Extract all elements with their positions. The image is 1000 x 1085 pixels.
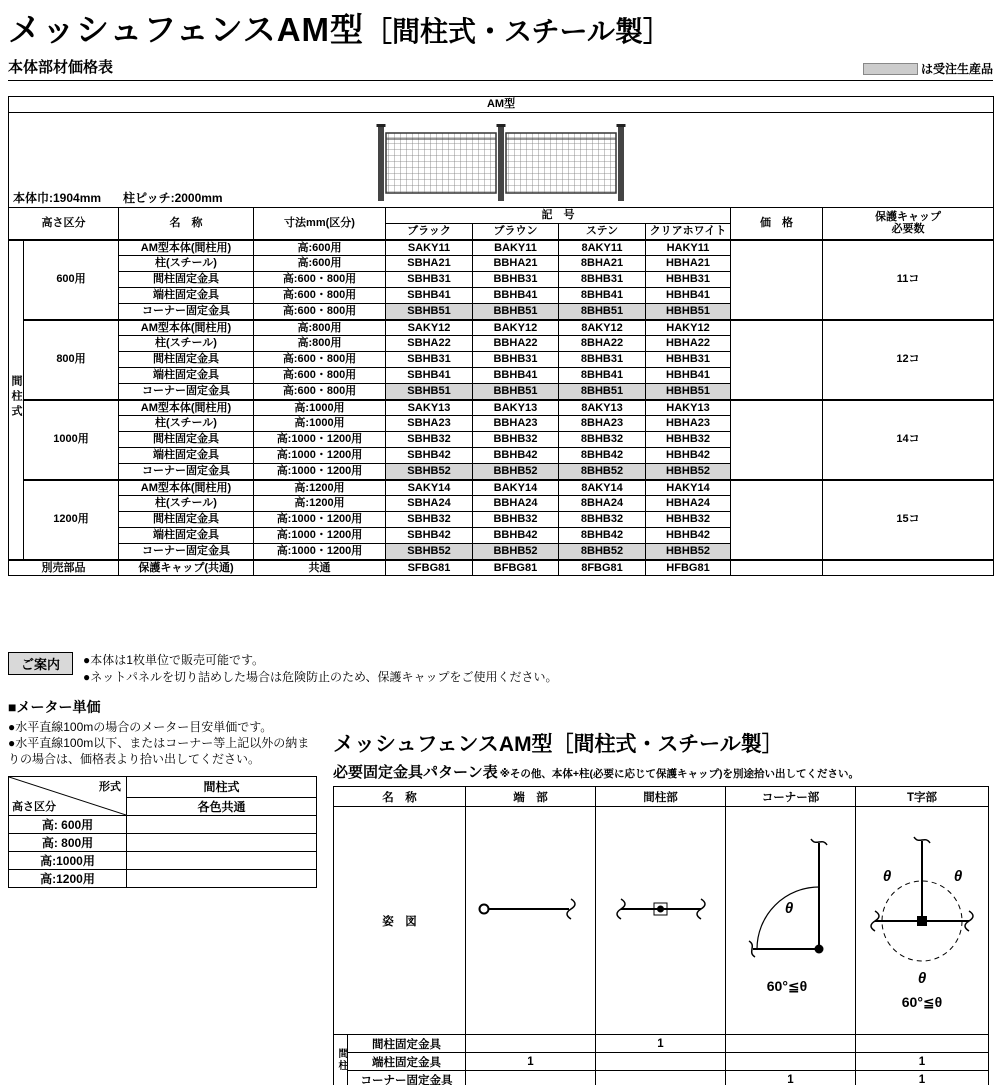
fence-width-note: 本体巾:1904mm xyxy=(13,190,102,205)
product-code-cell: BBHB52 xyxy=(473,544,559,560)
product-code-cell: HAKY12 xyxy=(646,320,731,336)
part-name-cell: 端柱固定金具 xyxy=(119,368,254,384)
height-group-cell: 800用 xyxy=(24,320,119,400)
product-code-cell: 8BHB32 xyxy=(559,432,646,448)
product-code-cell: HAKY14 xyxy=(646,480,731,496)
product-code-cell: SBHB51 xyxy=(386,304,473,320)
cap-count-cell xyxy=(823,560,994,576)
height-group-cell: 600用 xyxy=(24,240,119,320)
product-code-cell: HAKY13 xyxy=(646,400,731,416)
fitting-quantity-cell xyxy=(466,1035,596,1053)
pattern-stud-header: 間柱部 xyxy=(596,787,726,807)
meter-section-title: ■メーター単価 xyxy=(8,699,101,715)
height-group-cell: 1200用 xyxy=(24,480,119,560)
meter-price-cell xyxy=(127,851,317,869)
product-code-cell: HBHB31 xyxy=(646,352,731,368)
product-code-cell: SAKY11 xyxy=(386,240,473,256)
product-code-cell: 8AKY14 xyxy=(559,480,646,496)
product-code-cell: BFBG81 xyxy=(473,560,559,576)
part-name-cell: 柱(スチール) xyxy=(119,416,254,432)
part-name-cell: コーナー固定金具 xyxy=(119,384,254,400)
page-title-suffix: ［間柱式・スチール製］ xyxy=(364,16,671,47)
stud-part-diagram xyxy=(597,809,725,1029)
meter-height-cell: 高: 800用 xyxy=(9,833,127,851)
product-code-cell: 8BHA21 xyxy=(559,256,646,272)
part-name-cell: 保護キャップ(共通) xyxy=(119,560,254,576)
cap-header-line2: 必要数 xyxy=(891,223,925,236)
dimension-cell: 高:1000用 xyxy=(254,400,386,416)
column-header-row-1 xyxy=(9,208,994,224)
meter-note-1: ●水平直線100mの場合のメーター目安単価です。 xyxy=(8,720,273,734)
fitting-quantity-cell: 1 xyxy=(856,1053,989,1071)
part-name-cell: 柱(スチール) xyxy=(119,496,254,512)
corner-figure-cell xyxy=(726,807,856,1035)
price-cell xyxy=(731,560,823,576)
product-code-cell: SBHA24 xyxy=(386,496,473,512)
dimension-cell: 高:1200用 xyxy=(254,480,386,496)
part-name-cell: コーナー固定金具 xyxy=(119,304,254,320)
color-header-clearwhite: クリアホワイト xyxy=(646,224,731,240)
pattern-table-heading: 必要固定金具パターン表 xyxy=(333,764,498,781)
fitting-pattern-table xyxy=(333,786,989,1085)
product-code-cell: HBHB52 xyxy=(646,464,731,480)
pattern-table-row xyxy=(334,1035,989,1053)
dimension-cell: 高:600・800用 xyxy=(254,304,386,320)
illustration-cell xyxy=(9,113,994,208)
figure-label-cell: 姿 図 xyxy=(334,807,466,1035)
product-code-cell: BBHB31 xyxy=(473,272,559,288)
dimension-cell: 高:1000・1200用 xyxy=(254,528,386,544)
product-code-cell: HBHB32 xyxy=(646,432,731,448)
fitting-quantity-cell: 1 xyxy=(726,1071,856,1085)
product-code-cell: 8AKY11 xyxy=(559,240,646,256)
product-code-cell: BBHA22 xyxy=(473,336,559,352)
guidance-items xyxy=(83,652,558,687)
product-code-cell: BBHB32 xyxy=(473,432,559,448)
product-code-cell: SFBG81 xyxy=(386,560,473,576)
product-code-cell: SBHB41 xyxy=(386,368,473,384)
product-code-cell: BAKY14 xyxy=(473,480,559,496)
meter-corner-bottom-label: 高さ区分 xyxy=(12,800,56,813)
dimension-cell: 高:1200用 xyxy=(254,496,386,512)
product-code-cell: 8BHA24 xyxy=(559,496,646,512)
pattern-table-row xyxy=(334,1053,989,1071)
cap-count-cell: 15コ xyxy=(823,480,994,560)
part-name-cell: AM型本体(間柱用) xyxy=(119,400,254,416)
product-code-cell: HAKY11 xyxy=(646,240,731,256)
dimension-cell: 高:800用 xyxy=(254,336,386,352)
product-code-cell: SAKY12 xyxy=(386,320,473,336)
section-header-row xyxy=(8,56,993,81)
cap-count-cell: 14コ xyxy=(823,400,994,480)
product-code-cell: SBHB31 xyxy=(386,352,473,368)
product-code-cell: SBHB42 xyxy=(386,528,473,544)
fitting-quantity-cell xyxy=(726,1035,856,1053)
pattern-side-label-cell xyxy=(334,1035,348,1085)
price-column-header: 価 格 xyxy=(731,208,823,240)
product-code-cell: SBHB32 xyxy=(386,512,473,528)
guidance-section xyxy=(8,652,558,687)
tee-theta-bottom: θ xyxy=(917,970,927,987)
dimension-column-header: 寸法mm(区分) xyxy=(254,208,386,240)
meter-price-section xyxy=(8,697,330,888)
product-code-cell: BBHA24 xyxy=(473,496,559,512)
tee-angle-note: 60°≦θ xyxy=(901,994,943,1010)
product-code-cell: 8BHB32 xyxy=(559,512,646,528)
meter-table-row xyxy=(9,869,317,887)
stud-figure-cell xyxy=(596,807,726,1035)
product-code-cell: BBHB41 xyxy=(473,368,559,384)
product-code-cell: BBHB51 xyxy=(473,304,559,320)
color-header-brown: ブラウン xyxy=(473,224,559,240)
product-code-cell: 8BHB41 xyxy=(559,288,646,304)
height-group-cell: 1000用 xyxy=(24,400,119,480)
price-table-row xyxy=(9,480,994,496)
fitting-quantity-cell xyxy=(466,1071,596,1085)
dimension-cell: 高:600・800用 xyxy=(254,352,386,368)
cap-column-header xyxy=(823,208,994,240)
corner-angle-note: 60°≦θ xyxy=(766,978,807,994)
pattern-name-header: 名 称 xyxy=(334,787,466,807)
price-table-body xyxy=(9,240,994,576)
product-code-cell: BBHB52 xyxy=(473,464,559,480)
guidance-item-2: ●ネットパネルを切り詰めした場合は危険防止のため、保護キャップをご使用ください。 xyxy=(83,670,558,685)
part-name-cell: AM型本体(間柱用) xyxy=(119,240,254,256)
fitting-quantity-cell xyxy=(726,1053,856,1071)
page-title-row xyxy=(8,4,671,51)
tee-theta-left: θ xyxy=(882,868,892,885)
part-name-cell: 柱(スチール) xyxy=(119,336,254,352)
gray-legend-swatch xyxy=(863,63,918,75)
post-pitch-note: 柱ピッチ:2000mm xyxy=(123,190,223,205)
fitting-quantity-cell: 1 xyxy=(856,1071,989,1085)
side-label-cell xyxy=(9,240,24,560)
dimension-cell: 高:1000・1200用 xyxy=(254,512,386,528)
made-to-order-label: は受注生産品 xyxy=(920,62,993,76)
pattern-side-label-text: 間柱 xyxy=(336,1048,347,1072)
dimension-cell: 高:1000・1200用 xyxy=(254,544,386,560)
price-table-row xyxy=(9,400,994,416)
meter-corner-top-label: 形式 xyxy=(99,780,121,793)
product-code-cell: BBHB41 xyxy=(473,288,559,304)
part-name-cell: AM型本体(間柱用) xyxy=(119,480,254,496)
product-code-cell: 8BHB52 xyxy=(559,464,646,480)
product-code-cell: HBHB51 xyxy=(646,384,731,400)
meter-color-header: 各色共通 xyxy=(127,797,317,815)
tee-figure-cell xyxy=(856,807,989,1035)
meter-note-2: ●水平直線100m以下、またはコーナー等上記以外の納まりの場合は、価格表より拾い出してください。 xyxy=(8,736,310,767)
product-code-cell: HBHB51 xyxy=(646,304,731,320)
product-code-cell: BAKY11 xyxy=(473,240,559,256)
dimension-cell: 高:800用 xyxy=(254,320,386,336)
product-code-cell: SBHB31 xyxy=(386,272,473,288)
part-name-cell: 端柱固定金具 xyxy=(119,288,254,304)
product-code-cell: BAKY12 xyxy=(473,320,559,336)
part-name-cell: コーナー固定金具 xyxy=(119,464,254,480)
pattern-corner-header: コーナー部 xyxy=(726,787,856,807)
product-code-cell: HBHA21 xyxy=(646,256,731,272)
pattern-end-header: 端 部 xyxy=(466,787,596,807)
product-code-cell: SBHB52 xyxy=(386,544,473,560)
guidance-label: ご案内 xyxy=(8,652,73,675)
fence-illustration xyxy=(370,113,632,207)
color-header-black: ブラック xyxy=(386,224,473,240)
product-code-cell: 8BHB52 xyxy=(559,544,646,560)
fitting-pattern-section xyxy=(333,728,993,1085)
fitting-name-cell: 端柱固定金具 xyxy=(348,1053,466,1071)
cap-header-line1: 保護キャップ xyxy=(875,211,942,224)
meter-table-row xyxy=(9,833,317,851)
pattern-tee-header: T字部 xyxy=(856,787,989,807)
product-code-cell: SBHA21 xyxy=(386,256,473,272)
fitting-quantity-cell: 1 xyxy=(596,1035,726,1053)
part-name-cell: 間柱固定金具 xyxy=(119,432,254,448)
end-part-diagram xyxy=(467,809,595,1029)
product-code-cell: HBHA24 xyxy=(646,496,731,512)
pattern-table-note: ※その他、本体+柱(必要に応じて保護キャップ)を別途拾い出してください。 xyxy=(499,768,860,780)
cap-count-cell: 11コ xyxy=(823,240,994,320)
meter-height-cell: 高:1200用 xyxy=(9,869,127,887)
product-code-cell: HBHB41 xyxy=(646,288,731,304)
product-code-cell: 8AKY13 xyxy=(559,400,646,416)
product-code-cell: 8BHB51 xyxy=(559,304,646,320)
made-to-order-legend xyxy=(863,60,993,77)
dimension-cell: 高:600・800用 xyxy=(254,272,386,288)
product-code-cell: HBHB41 xyxy=(646,368,731,384)
dimension-cell: 高:600用 xyxy=(254,240,386,256)
product-code-cell: 8BHA23 xyxy=(559,416,646,432)
corner-theta-label: θ xyxy=(784,900,793,917)
product-code-cell: HBHA23 xyxy=(646,416,731,432)
fitting-quantity-cell xyxy=(596,1071,726,1085)
product-code-cell: 8BHB51 xyxy=(559,384,646,400)
dimension-cell: 高:600・800用 xyxy=(254,384,386,400)
price-cell xyxy=(731,400,823,480)
name-column-header: 名 称 xyxy=(119,208,254,240)
product-code-cell: 8BHB42 xyxy=(559,448,646,464)
tee-theta-right: θ xyxy=(953,868,963,885)
product-code-cell: HBHB52 xyxy=(646,544,731,560)
part-name-cell: 端柱固定金具 xyxy=(119,448,254,464)
price-cell xyxy=(731,240,823,320)
product-code-cell: SAKY13 xyxy=(386,400,473,416)
product-code-cell: HBHA22 xyxy=(646,336,731,352)
price-cell xyxy=(731,480,823,560)
part-name-cell: 端柱固定金具 xyxy=(119,528,254,544)
meter-type-header: 間柱式 xyxy=(127,776,317,797)
product-code-cell: 8BHB31 xyxy=(559,352,646,368)
meter-height-cell: 高: 600用 xyxy=(9,815,127,833)
meter-corner-cell xyxy=(9,776,127,815)
cap-count-cell: 12コ xyxy=(823,320,994,400)
product-code-cell: SBHB41 xyxy=(386,288,473,304)
product-code-cell: SAKY14 xyxy=(386,480,473,496)
extra-category-cell: 別売部品 xyxy=(9,560,119,576)
meter-table-body xyxy=(9,815,317,887)
part-name-cell: コーナー固定金具 xyxy=(119,544,254,560)
product-code-cell: 8FBG81 xyxy=(559,560,646,576)
product-code-cell: SBHB52 xyxy=(386,464,473,480)
meter-header-row-1 xyxy=(9,776,317,797)
height-column-header: 高さ区分 xyxy=(9,208,119,240)
meter-table-row xyxy=(9,815,317,833)
product-code-cell: BBHB32 xyxy=(473,512,559,528)
pattern-section-title: メッシュフェンスAM型［間柱式・スチール製］ xyxy=(333,733,783,756)
product-code-cell: HBHB32 xyxy=(646,512,731,528)
dimension-cell: 高:600・800用 xyxy=(254,288,386,304)
product-code-cell: BBHB31 xyxy=(473,352,559,368)
product-code-cell: SBHA23 xyxy=(386,416,473,432)
part-name-cell: 間柱固定金具 xyxy=(119,352,254,368)
product-code-cell: SBHB32 xyxy=(386,432,473,448)
price-table-row xyxy=(9,320,994,336)
end-figure-cell xyxy=(466,807,596,1035)
fitting-quantity-cell xyxy=(856,1035,989,1053)
illustration-row xyxy=(9,113,994,208)
product-code-cell: 8BHB31 xyxy=(559,272,646,288)
meter-section-notes xyxy=(8,719,320,768)
part-name-cell: AM型本体(間柱用) xyxy=(119,320,254,336)
pattern-table-body xyxy=(334,1035,989,1085)
dimension-cell: 高:1000用 xyxy=(254,416,386,432)
product-code-cell: BAKY13 xyxy=(473,400,559,416)
meter-table-row xyxy=(9,851,317,869)
product-code-cell: BBHB42 xyxy=(473,448,559,464)
product-code-cell: BBHB51 xyxy=(473,384,559,400)
meter-price-cell xyxy=(127,833,317,851)
price-table-row xyxy=(9,240,994,256)
product-code-cell: 8BHA22 xyxy=(559,336,646,352)
pattern-table-row xyxy=(334,1071,989,1085)
part-name-cell: 柱(スチール) xyxy=(119,256,254,272)
dimension-cell: 高:600・800用 xyxy=(254,368,386,384)
product-code-cell: SBHB42 xyxy=(386,448,473,464)
part-name-cell: 間柱固定金具 xyxy=(119,272,254,288)
dimension-cell: 共通 xyxy=(254,560,386,576)
model-header-row xyxy=(9,97,994,113)
product-code-cell: HBHB31 xyxy=(646,272,731,288)
pattern-subtitle-row xyxy=(333,761,993,782)
page-title: メッシュフェンスAM型 xyxy=(8,11,365,48)
side-label-text: 間柱式 xyxy=(10,375,23,421)
product-code-cell: BBHB42 xyxy=(473,528,559,544)
pattern-header-row xyxy=(334,787,989,807)
product-code-cell: BBHA21 xyxy=(473,256,559,272)
product-code-cell: SBHA22 xyxy=(386,336,473,352)
product-code-cell: SBHB51 xyxy=(386,384,473,400)
product-code-cell: HBHB42 xyxy=(646,528,731,544)
tee-part-diagram xyxy=(857,809,987,1029)
meter-price-table xyxy=(8,776,317,888)
product-code-cell: HFBG81 xyxy=(646,560,731,576)
part-name-cell: 間柱固定金具 xyxy=(119,512,254,528)
color-header-stainless: ステン xyxy=(559,224,646,240)
fitting-quantity-cell: 1 xyxy=(466,1053,596,1071)
guidance-item-1: ●本体は1枚単位で販売可能です。 xyxy=(83,653,264,667)
figure-row xyxy=(334,807,989,1035)
model-header-cell: AM型 xyxy=(9,97,994,113)
dimension-cell: 高:600用 xyxy=(254,256,386,272)
fitting-name-cell: コーナー固定金具 xyxy=(348,1071,466,1085)
extra-parts-row xyxy=(9,560,994,576)
fitting-quantity-cell xyxy=(596,1053,726,1071)
product-code-cell: 8BHB42 xyxy=(559,528,646,544)
meter-price-cell xyxy=(127,869,317,887)
fitting-name-cell: 間柱固定金具 xyxy=(348,1035,466,1053)
price-cell xyxy=(731,320,823,400)
price-table-heading: 本体部材価格表 xyxy=(8,59,114,76)
symbol-group-header: 記 号 xyxy=(386,208,731,224)
price-table xyxy=(8,96,994,576)
meter-height-cell: 高:1000用 xyxy=(9,851,127,869)
product-code-cell: 8AKY12 xyxy=(559,320,646,336)
product-code-cell: HBHB42 xyxy=(646,448,731,464)
product-code-cell: 8BHB41 xyxy=(559,368,646,384)
meter-price-cell xyxy=(127,815,317,833)
fence-dimensions-note xyxy=(13,192,245,205)
product-code-cell: BBHA23 xyxy=(473,416,559,432)
dimension-cell: 高:1000・1200用 xyxy=(254,432,386,448)
corner-part-diagram xyxy=(727,809,855,1029)
dimension-cell: 高:1000・1200用 xyxy=(254,464,386,480)
dimension-cell: 高:1000・1200用 xyxy=(254,448,386,464)
